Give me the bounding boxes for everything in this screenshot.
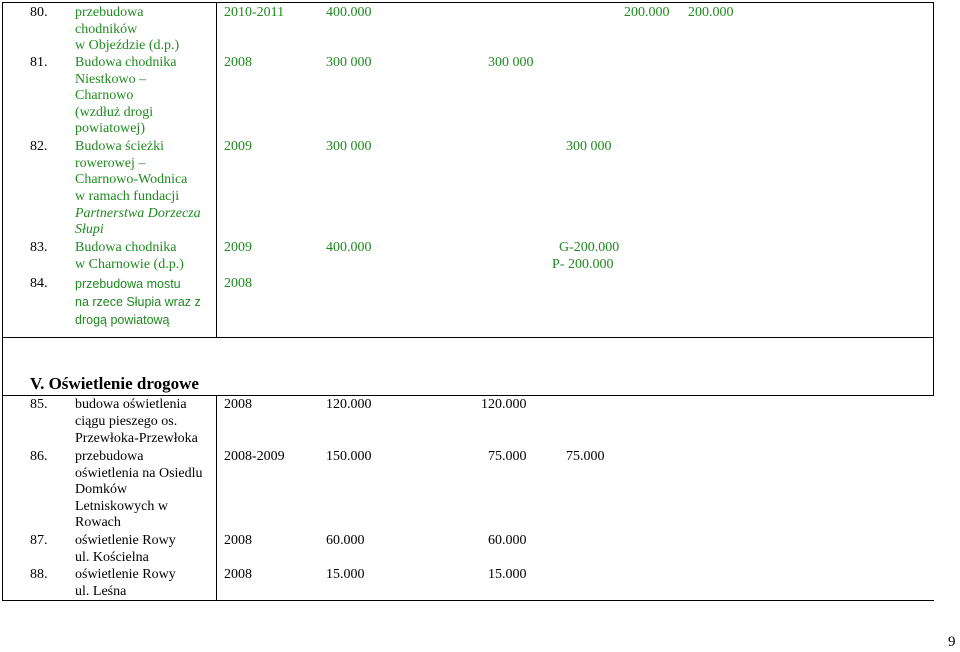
- task-name-line: Budowa chodnika: [75, 240, 177, 255]
- amount-cell: P- 200.000: [552, 257, 614, 272]
- task-name-line: chodników: [75, 22, 138, 37]
- row-number: 83.: [30, 240, 48, 255]
- amount-cell: G-200.000: [559, 240, 620, 255]
- task-name-line: Letniskowych w: [75, 499, 168, 514]
- amount-cell: 300 000: [326, 55, 372, 70]
- table2-left-border: [2, 395, 3, 601]
- row-number: 85.: [30, 397, 48, 412]
- amount-cell: 75.000: [488, 449, 527, 464]
- amount-cell: 150.000: [326, 449, 372, 464]
- amount-cell: 300 000: [566, 139, 612, 154]
- amount-cell: 300 000: [488, 55, 534, 70]
- task-name-line: drogą powiatową: [75, 313, 170, 327]
- task-name-line: na rzece Słupia wraz z: [75, 295, 201, 309]
- year-cell: 2008: [224, 567, 252, 582]
- year-cell: 2010-2011: [224, 5, 285, 20]
- amount-cell: 15.000: [488, 567, 527, 582]
- amount-cell: 200.000: [624, 5, 670, 20]
- amount-cell: 400.000: [326, 240, 372, 255]
- task-name-line: przebudowa: [75, 5, 144, 20]
- task-name-line: Przewłoka-Przewłoka: [75, 431, 198, 446]
- task-name-line: w ramach fundacji: [75, 189, 180, 204]
- task-name-line: ul. Kościelna: [75, 550, 149, 565]
- task-name-line: Charnowo: [75, 88, 134, 103]
- task-name-line: przebudowa mostu: [75, 277, 181, 291]
- task-name-line: oświetlenia na Osiedlu: [75, 466, 203, 481]
- amount-cell: 15.000: [326, 567, 365, 582]
- task-name-line: Partnerstwa Dorzecza: [75, 206, 201, 221]
- task-name-line: w Objeździe (d.p.): [75, 38, 180, 53]
- page-number: 9: [948, 634, 956, 650]
- year-cell: 2008: [224, 397, 252, 412]
- amount-cell: 120.000: [326, 397, 372, 412]
- task-name-line: ul. Leśna: [75, 584, 127, 599]
- amount-cell: 200.000: [688, 5, 734, 20]
- task-name-line: Budowa chodnika: [75, 55, 177, 70]
- year-cell: 2008: [224, 55, 252, 70]
- row-number: 82.: [30, 139, 48, 154]
- table1-bottom-border: [2, 337, 934, 338]
- table1-col-divider: [216, 2, 217, 338]
- task-name-line: Charnowo-Wodnica: [75, 172, 188, 187]
- year-cell: 2008: [224, 533, 252, 548]
- year-cell: 2008-2009: [224, 449, 285, 464]
- table1-top-border: [2, 2, 934, 3]
- table2-col-divider: [216, 395, 217, 601]
- task-name-line: oświetlenie Rowy: [75, 567, 176, 582]
- amount-cell: 300 000: [326, 139, 372, 154]
- row-number: 81.: [30, 55, 48, 70]
- row-number: 86.: [30, 449, 48, 464]
- amount-cell: 60.000: [326, 533, 365, 548]
- task-name-line: przebudowa: [75, 449, 144, 464]
- task-name-line: Domków: [75, 482, 128, 497]
- year-cell: 2009: [224, 139, 252, 154]
- task-name-line: (wzdłuż drogi: [75, 105, 154, 120]
- row-number: 84.: [30, 276, 48, 291]
- task-name-line: w Charnowie (d.p.): [75, 257, 184, 272]
- table2-bottom-border: [2, 600, 934, 601]
- task-name-line: Słupi: [75, 222, 104, 237]
- row-number: 80.: [30, 5, 48, 20]
- task-name-line: Rowach: [75, 515, 121, 530]
- task-name-line: Niestkowo –: [75, 72, 147, 87]
- amount-cell: 120.000: [481, 397, 527, 412]
- row-number: 88.: [30, 567, 48, 582]
- task-name-line: rowerowej –: [75, 156, 146, 171]
- task-name-line: Budowa ścieżki: [75, 139, 165, 154]
- table2-top-border: [2, 395, 934, 396]
- task-name-line: budowa oświetlenia: [75, 397, 187, 412]
- task-name-line: powiatowej): [75, 121, 145, 136]
- amount-cell: 75.000: [566, 449, 605, 464]
- task-name-line: oświetlenie Rowy: [75, 533, 176, 548]
- amount-cell: 60.000: [488, 533, 527, 548]
- year-cell: 2009: [224, 240, 252, 255]
- row-number: 87.: [30, 533, 48, 548]
- amount-cell: 400.000: [326, 5, 372, 20]
- task-name-line: ciągu pieszego os.: [75, 414, 178, 429]
- year-cell: 2008: [224, 276, 252, 291]
- section-heading: V. Oświetlenie drogowe: [30, 374, 199, 393]
